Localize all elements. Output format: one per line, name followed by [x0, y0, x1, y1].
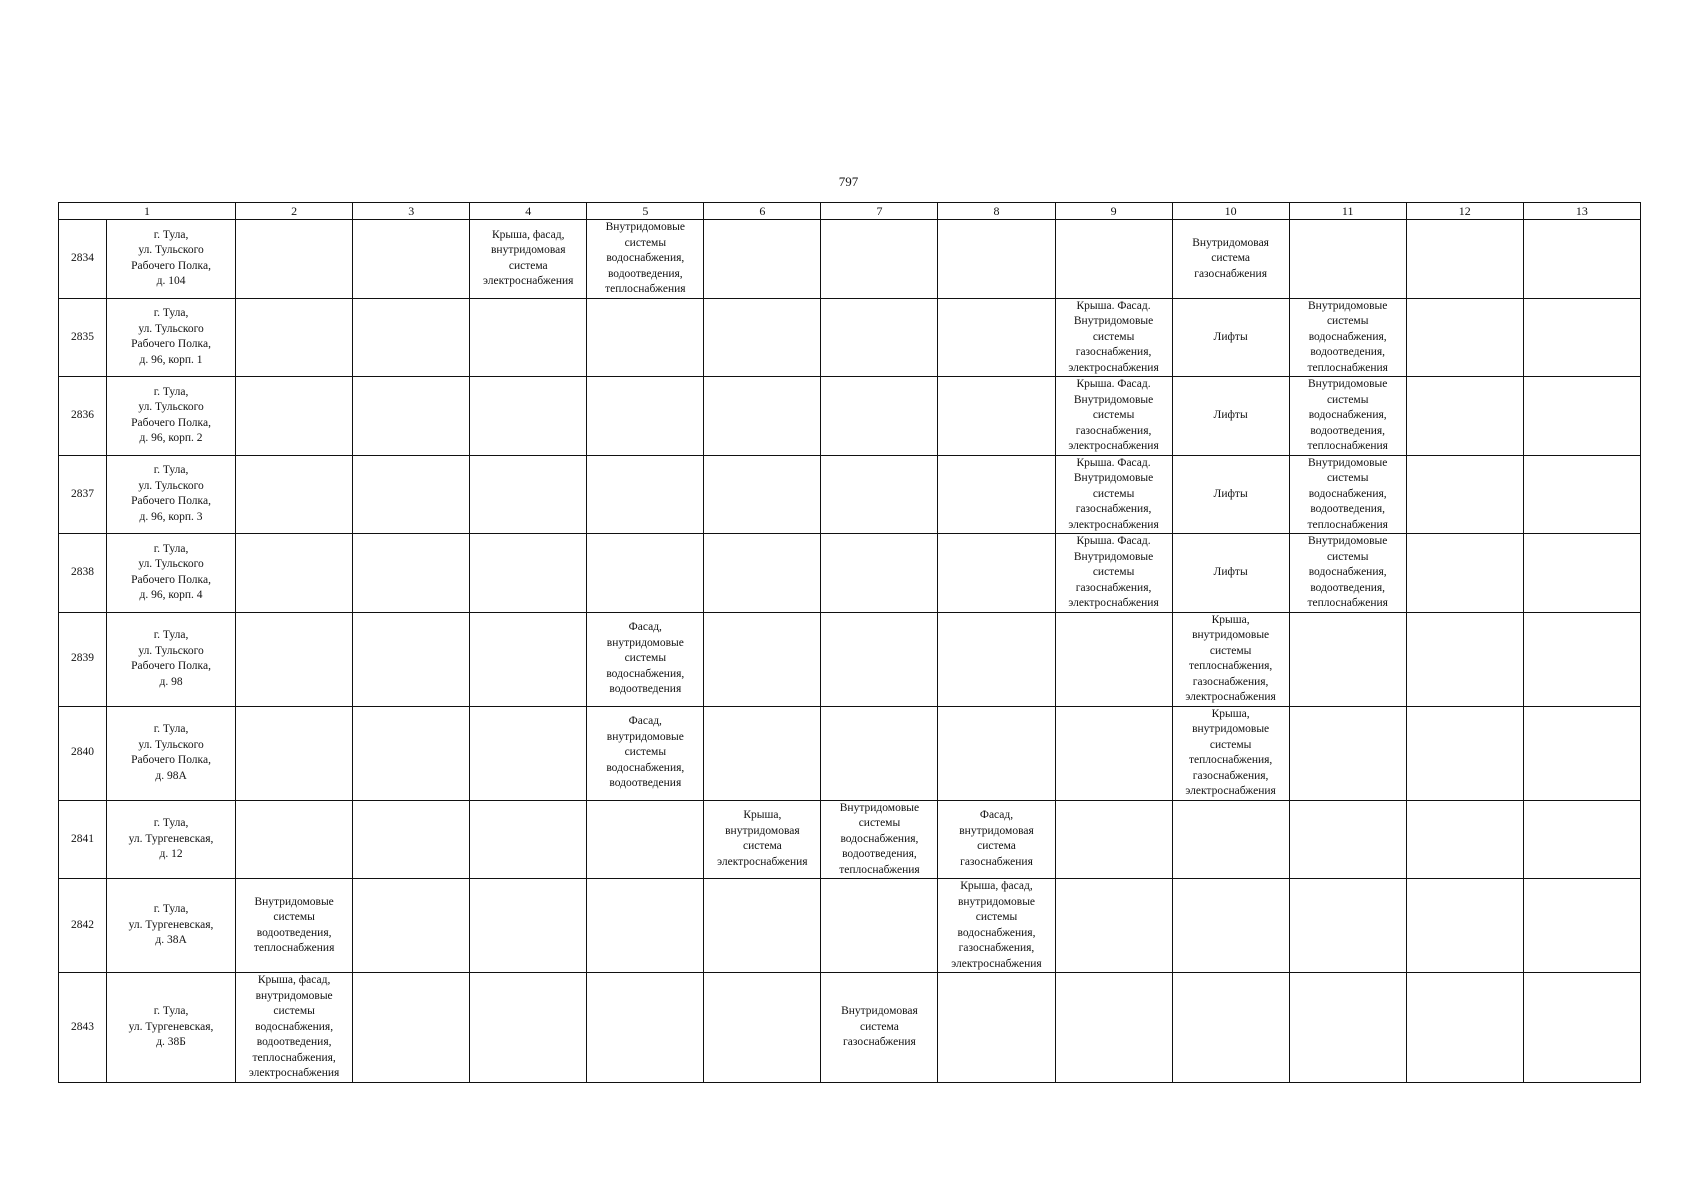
work-cell-col-10: [1172, 534, 1289, 613]
work-cell-col-4: [470, 800, 587, 879]
work-cell-col-7: [821, 612, 938, 706]
work-cell-col-2: [236, 879, 353, 973]
work-text: Крыша, внутридомовая система электроснабжения: [717, 809, 808, 868]
work-cell-col-13: [1523, 879, 1640, 973]
work-text: Фасад, внутридомовая система газоснабжения: [959, 809, 1034, 868]
work-text: Лифты: [1213, 566, 1248, 578]
work-cell-col-4: [470, 298, 587, 377]
work-cell-col-8: [938, 455, 1055, 534]
work-cell-col-12: [1406, 800, 1523, 879]
column-header: 10: [1172, 203, 1289, 220]
work-cell-col-2: [236, 973, 353, 1083]
address-cell: [107, 800, 236, 879]
work-cell-col-3: [353, 879, 470, 973]
work-cell-col-7: [821, 800, 938, 879]
work-cell-col-8: [938, 973, 1055, 1083]
work-cell-col-10: [1172, 973, 1289, 1083]
work-cell-col-2: [236, 800, 353, 879]
column-header: 2: [236, 203, 353, 220]
work-cell-col-11: [1289, 377, 1406, 456]
work-cell-col-8: [938, 220, 1055, 299]
work-cell-col-11: [1289, 612, 1406, 706]
work-cell-col-6: [704, 879, 821, 973]
work-cell-col-7: [821, 455, 938, 534]
work-cell-col-7: [821, 879, 938, 973]
work-cell-col-11: [1289, 973, 1406, 1083]
work-cell-col-12: [1406, 455, 1523, 534]
address-text: г. Тула, ул. Тульского Рабочего Полка, д. 96, корп. 1: [131, 307, 211, 366]
column-header: 3: [353, 203, 470, 220]
work-cell-col-10: [1172, 455, 1289, 534]
work-cell-col-12: [1406, 612, 1523, 706]
column-header: 1: [59, 203, 236, 220]
work-cell-col-12: [1406, 973, 1523, 1083]
row-number: 2837: [59, 455, 107, 534]
work-cell-col-7: [821, 534, 938, 613]
work-cell-col-4: [470, 706, 587, 800]
work-text: Крыша, фасад, внутридомовые системы водоснабжения, газоснабжения, электроснабжения: [951, 880, 1042, 970]
work-cell-col-2: [236, 298, 353, 377]
work-cell-col-3: [353, 377, 470, 456]
row-number: 2838: [59, 534, 107, 613]
address-text: г. Тула, ул. Тульского Рабочего Полка, д. 96, корп. 3: [131, 464, 211, 523]
work-text: Внутридомовая система газоснабжения: [1192, 236, 1269, 280]
work-cell-col-5: [587, 298, 704, 377]
work-cell-col-8: [938, 377, 1055, 456]
work-cell-col-8: [938, 612, 1055, 706]
work-cell-col-3: [353, 612, 470, 706]
work-cell-col-11: [1289, 298, 1406, 377]
work-cell-col-4: [470, 973, 587, 1083]
address-text: г. Тула, ул. Тульского Рабочего Полка, д. 96, корп. 4: [131, 542, 211, 602]
work-cell-col-7: [821, 298, 938, 377]
work-text: Крыша. Фасад. Внутридомовые системы газоснабжения, электроснабжения: [1068, 378, 1159, 452]
work-cell-col-11: [1289, 220, 1406, 299]
table-row: [59, 534, 1641, 613]
address-cell: [107, 534, 236, 613]
address-cell: [107, 220, 236, 299]
work-cell-col-8: [938, 534, 1055, 613]
address-cell: [107, 612, 236, 706]
work-cell-col-4: [470, 534, 587, 613]
row-number: 2834: [59, 220, 107, 299]
work-cell-col-13: [1523, 706, 1640, 800]
table-row: [59, 455, 1641, 534]
work-cell-col-9: [1055, 973, 1172, 1083]
work-cell-col-9: [1055, 377, 1172, 456]
row-number: 2835: [59, 298, 107, 377]
work-cell-col-9: [1055, 800, 1172, 879]
work-cell-col-3: [353, 220, 470, 299]
table-body: [59, 220, 1641, 1083]
column-header: 9: [1055, 203, 1172, 220]
work-cell-col-3: [353, 800, 470, 879]
work-cell-col-3: [353, 973, 470, 1083]
work-cell-col-12: [1406, 879, 1523, 973]
work-cell-col-3: [353, 534, 470, 613]
work-cell-col-9: [1055, 534, 1172, 613]
work-cell-col-10: [1172, 879, 1289, 973]
work-text: Крыша. Фасад. Внутридомовые системы газоснабжения, электроснабжения: [1068, 456, 1159, 531]
work-cell-col-5: [587, 612, 704, 706]
table-row: [59, 879, 1641, 973]
work-text: Внутридомовая система газоснабжения: [841, 1005, 918, 1048]
work-cell-col-12: [1406, 534, 1523, 613]
work-cell-col-9: [1055, 879, 1172, 973]
address-cell: [107, 706, 236, 800]
row-number: 2839: [59, 612, 107, 706]
work-cell-col-6: [704, 377, 821, 456]
address-text: г. Тула, ул. Тульского Рабочего Полка, д. 98А: [131, 723, 211, 782]
address-cell: [107, 455, 236, 534]
column-header: 5: [587, 203, 704, 220]
address-text: г. Тула, ул. Тургеневская, д. 12: [128, 817, 214, 860]
work-cell-col-8: [938, 879, 1055, 973]
work-cell-col-5: [587, 534, 704, 613]
work-cell-col-9: [1055, 298, 1172, 377]
work-cell-col-11: [1289, 800, 1406, 879]
work-text: Фасад, внутридомовые системы водоснабжения, водоотведения: [606, 621, 685, 696]
work-cell-col-13: [1523, 455, 1640, 534]
work-cell-col-5: [587, 455, 704, 534]
work-cell-col-2: [236, 220, 353, 299]
row-number: 2841: [59, 800, 107, 879]
work-cell-col-2: [236, 706, 353, 800]
work-text: Внутридомовые системы водоснабжения, водоотведения, теплоснабжения: [1307, 456, 1388, 531]
work-cell-col-13: [1523, 377, 1640, 456]
work-cell-col-6: [704, 612, 821, 706]
work-cell-col-6: [704, 298, 821, 377]
table-row: [59, 377, 1641, 456]
work-cell-col-6: [704, 455, 821, 534]
work-cell-col-2: [236, 612, 353, 706]
work-text: Лифты: [1213, 330, 1248, 343]
work-cell-col-2: [236, 377, 353, 456]
work-cell-col-8: [938, 298, 1055, 377]
work-cell-col-11: [1289, 706, 1406, 800]
work-cell-col-13: [1523, 298, 1640, 377]
work-cell-col-4: [470, 377, 587, 456]
work-cell-col-6: [704, 973, 821, 1083]
work-cell-col-4: [470, 455, 587, 534]
work-cell-col-3: [353, 706, 470, 800]
work-cell-col-10: [1172, 706, 1289, 800]
column-header: 12: [1406, 203, 1523, 220]
table-row: [59, 706, 1641, 800]
work-cell-col-11: [1289, 879, 1406, 973]
work-cell-col-4: [470, 879, 587, 973]
work-text: Лифты: [1213, 409, 1248, 421]
work-cell-col-6: [704, 220, 821, 299]
work-cell-col-4: [470, 220, 587, 299]
address-text: г. Тула, ул. Тургеневская, д. 38Б: [128, 1005, 214, 1048]
work-cell-col-6: [704, 800, 821, 879]
work-cell-col-12: [1406, 706, 1523, 800]
page-number: 797: [838, 174, 859, 189]
work-cell-col-7: [821, 706, 938, 800]
work-text: Внутридомовые системы водоснабжения, водоотведения, теплоснабжения: [1307, 535, 1388, 609]
table-row: [59, 220, 1641, 299]
work-cell-col-2: [236, 534, 353, 613]
row-number: 2843: [59, 973, 107, 1083]
column-header: 6: [704, 203, 821, 220]
work-cell-col-10: [1172, 220, 1289, 299]
work-cell-col-7: [821, 377, 938, 456]
address-text: г. Тула, ул. Тургеневская, д. 38А: [128, 903, 214, 947]
address-text: г. Тула, ул. Тульского Рабочего Полка, д. 104: [131, 228, 211, 288]
work-cell-col-12: [1406, 220, 1523, 299]
work-cell-col-13: [1523, 220, 1640, 299]
work-cell-col-13: [1523, 800, 1640, 879]
work-cell-col-3: [353, 298, 470, 377]
work-cell-col-13: [1523, 534, 1640, 613]
row-number: 2836: [59, 377, 107, 456]
work-cell-col-5: [587, 973, 704, 1083]
work-text: Крыша. Фасад. Внутридомовые системы газоснабжения, электроснабжения: [1068, 299, 1159, 374]
address-cell: [107, 298, 236, 377]
work-cell-col-6: [704, 706, 821, 800]
work-cell-col-9: [1055, 220, 1172, 299]
work-cell-col-2: [236, 455, 353, 534]
header-row: [59, 203, 1641, 220]
work-text: Крыша, внутридомовые системы теплоснабжения, газоснабжения, электроснабжения: [1185, 613, 1276, 703]
work-cell-col-4: [470, 612, 587, 706]
work-cell-col-9: [1055, 612, 1172, 706]
row-number: 2842: [59, 879, 107, 973]
address-cell: [107, 377, 236, 456]
work-cell-col-5: [587, 800, 704, 879]
work-text: Крыша, фасад, внутридомовые системы водоснабжения, водоотведения, теплоснабжения, электроснабжения: [248, 974, 340, 1079]
address-cell: [107, 973, 236, 1083]
work-text: Внутридомовые системы водоотведения, теплоснабжения: [253, 895, 335, 954]
row-number: 2840: [59, 706, 107, 800]
work-cell-col-5: [587, 879, 704, 973]
work-cell-col-10: [1172, 800, 1289, 879]
work-text: Крыша, внутридомовые системы теплоснабжения, газоснабжения, электроснабжения: [1185, 707, 1276, 797]
work-text: Крыша, фасад, внутридомовая система электроснабжения: [483, 228, 574, 288]
work-cell-col-5: [587, 706, 704, 800]
work-cell-col-8: [938, 706, 1055, 800]
work-text: Лифты: [1213, 487, 1248, 500]
work-cell-col-9: [1055, 706, 1172, 800]
work-cell-col-8: [938, 800, 1055, 879]
work-cell-col-12: [1406, 377, 1523, 456]
column-header: 11: [1289, 203, 1406, 220]
column-header: 7: [821, 203, 938, 220]
repair-schedule-table: [58, 202, 1641, 1083]
work-cell-col-13: [1523, 973, 1640, 1083]
table-row: [59, 973, 1641, 1083]
address-text: г. Тула, ул. Тульского Рабочего Полка, д. 98: [131, 629, 211, 688]
column-header: 8: [938, 203, 1055, 220]
column-header: 4: [470, 203, 587, 220]
work-text: Внутридомовые системы водоснабжения, водоотведения, теплоснабжения: [605, 221, 686, 295]
work-cell-col-7: [821, 973, 938, 1083]
work-text: Внутридомовые системы водоснабжения, водоотведения, теплоснабжения: [1307, 299, 1388, 374]
work-cell-col-5: [587, 220, 704, 299]
work-cell-col-10: [1172, 377, 1289, 456]
column-number-header: [59, 203, 1641, 220]
work-cell-col-5: [587, 377, 704, 456]
address-text: г. Тула, ул. Тульского Рабочего Полка, д. 96, корп. 2: [131, 385, 211, 445]
work-cell-col-10: [1172, 298, 1289, 377]
work-text: Внутридомовые системы водоснабжения, водоотведения, теплоснабжения: [839, 801, 920, 876]
work-cell-col-3: [353, 455, 470, 534]
work-cell-col-7: [821, 220, 938, 299]
table-row: [59, 298, 1641, 377]
work-text: Фасад, внутридомовые системы водоснабжения, водоотведения: [606, 715, 685, 790]
work-text: Внутридомовые системы водоснабжения, водоотведения, теплоснабжения: [1307, 378, 1388, 452]
work-cell-col-6: [704, 534, 821, 613]
column-header: 13: [1523, 203, 1640, 220]
work-cell-col-12: [1406, 298, 1523, 377]
table-row: [59, 612, 1641, 706]
work-cell-col-11: [1289, 455, 1406, 534]
address-cell: [107, 879, 236, 973]
work-cell-col-10: [1172, 612, 1289, 706]
work-cell-col-9: [1055, 455, 1172, 534]
work-cell-col-11: [1289, 534, 1406, 613]
table-row: [59, 800, 1641, 879]
work-text: Крыша. Фасад. Внутридомовые системы газоснабжения, электроснабжения: [1068, 535, 1159, 609]
work-cell-col-13: [1523, 612, 1640, 706]
